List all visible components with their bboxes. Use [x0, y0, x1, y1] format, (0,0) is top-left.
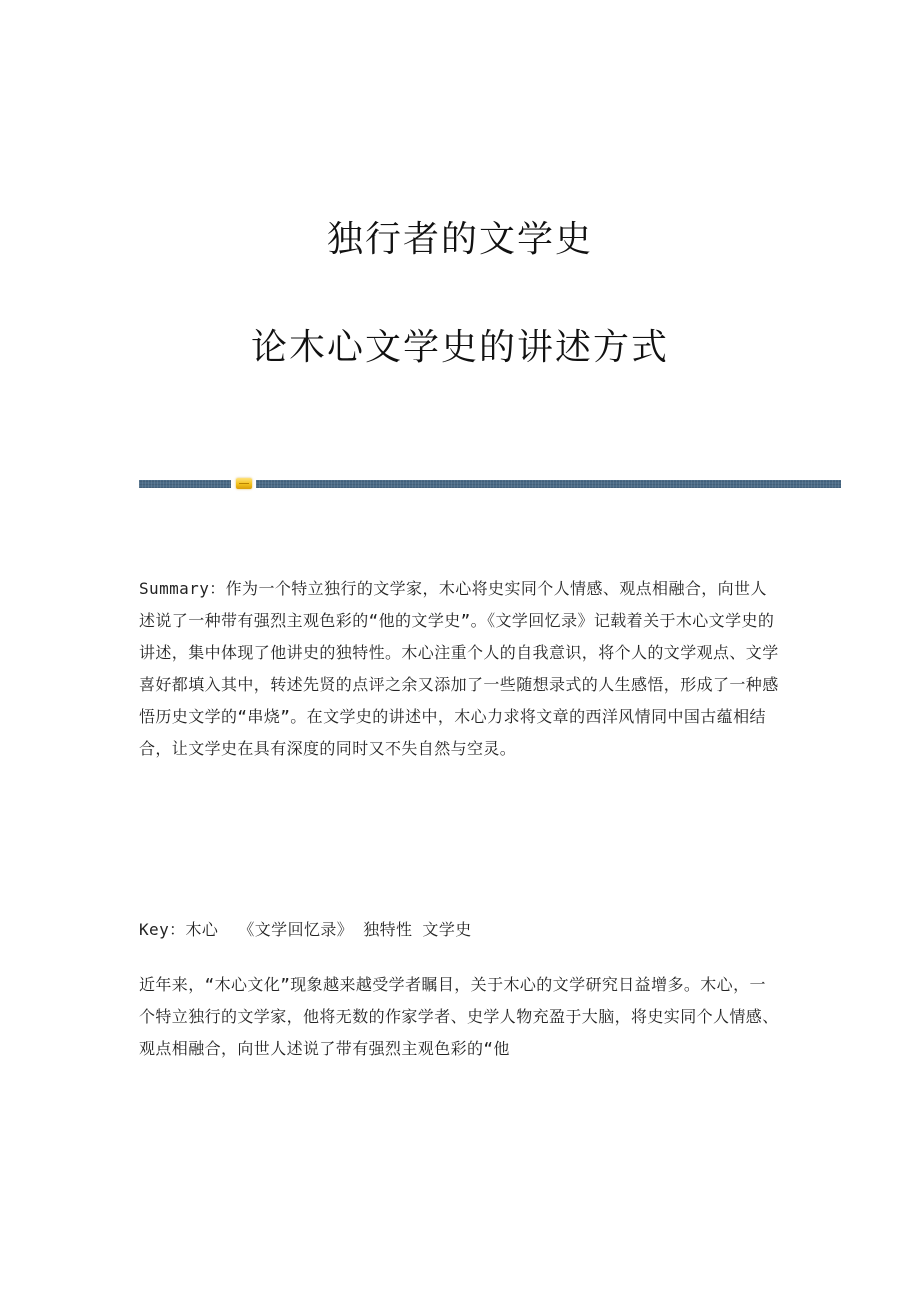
summary-paragraph	[139, 573, 779, 765]
summary-label: Summary：	[139, 579, 226, 598]
body-paragraph: 近年来，“木心文化”现象越来越受学者瞩目，关于木心的文学研究日益增多。木心，一个特立独行的文学家，他将无数的作家学者、史学人物充盈于大脑，将史实同个人情感、观点相融合，向世人述说了带有强烈主观色彩的“他	[139, 975, 779, 1058]
divider-emblem-icon	[236, 478, 252, 489]
document-title: 独行者的文学史	[326, 219, 593, 260]
divider-bar-left	[139, 480, 231, 488]
summary-text: 作为一个特立独行的文学家，木心将史实同个人情感、观点相融合，向世人述说了一种带有强烈主观色彩的“他的文学史”。《文学回忆录》记载着关于木心文学史的讲述，集中体现了他讲史的独特性。木心注重个人的自我意识，将个人的文学观点、文学喜好都填入其中，转述先贤的点评之余又添加了一些随想录式的人生感悟，形成了一种感悟历史文学的“串烧”。在文学史的讲述中，木心力求将文章的西洋风情同中国古蕴相结合，让文学史在具有深度的同时又不失自然与空灵。	[139, 579, 779, 758]
keywords-line	[139, 914, 779, 946]
divider-bar-right	[256, 480, 841, 488]
keywords-label: Key：	[139, 920, 186, 939]
keywords-text: 木心 《文学回忆录》 独特性 文学史	[185, 920, 472, 939]
document-subtitle: 论木心文学史的讲述方式	[250, 327, 669, 368]
